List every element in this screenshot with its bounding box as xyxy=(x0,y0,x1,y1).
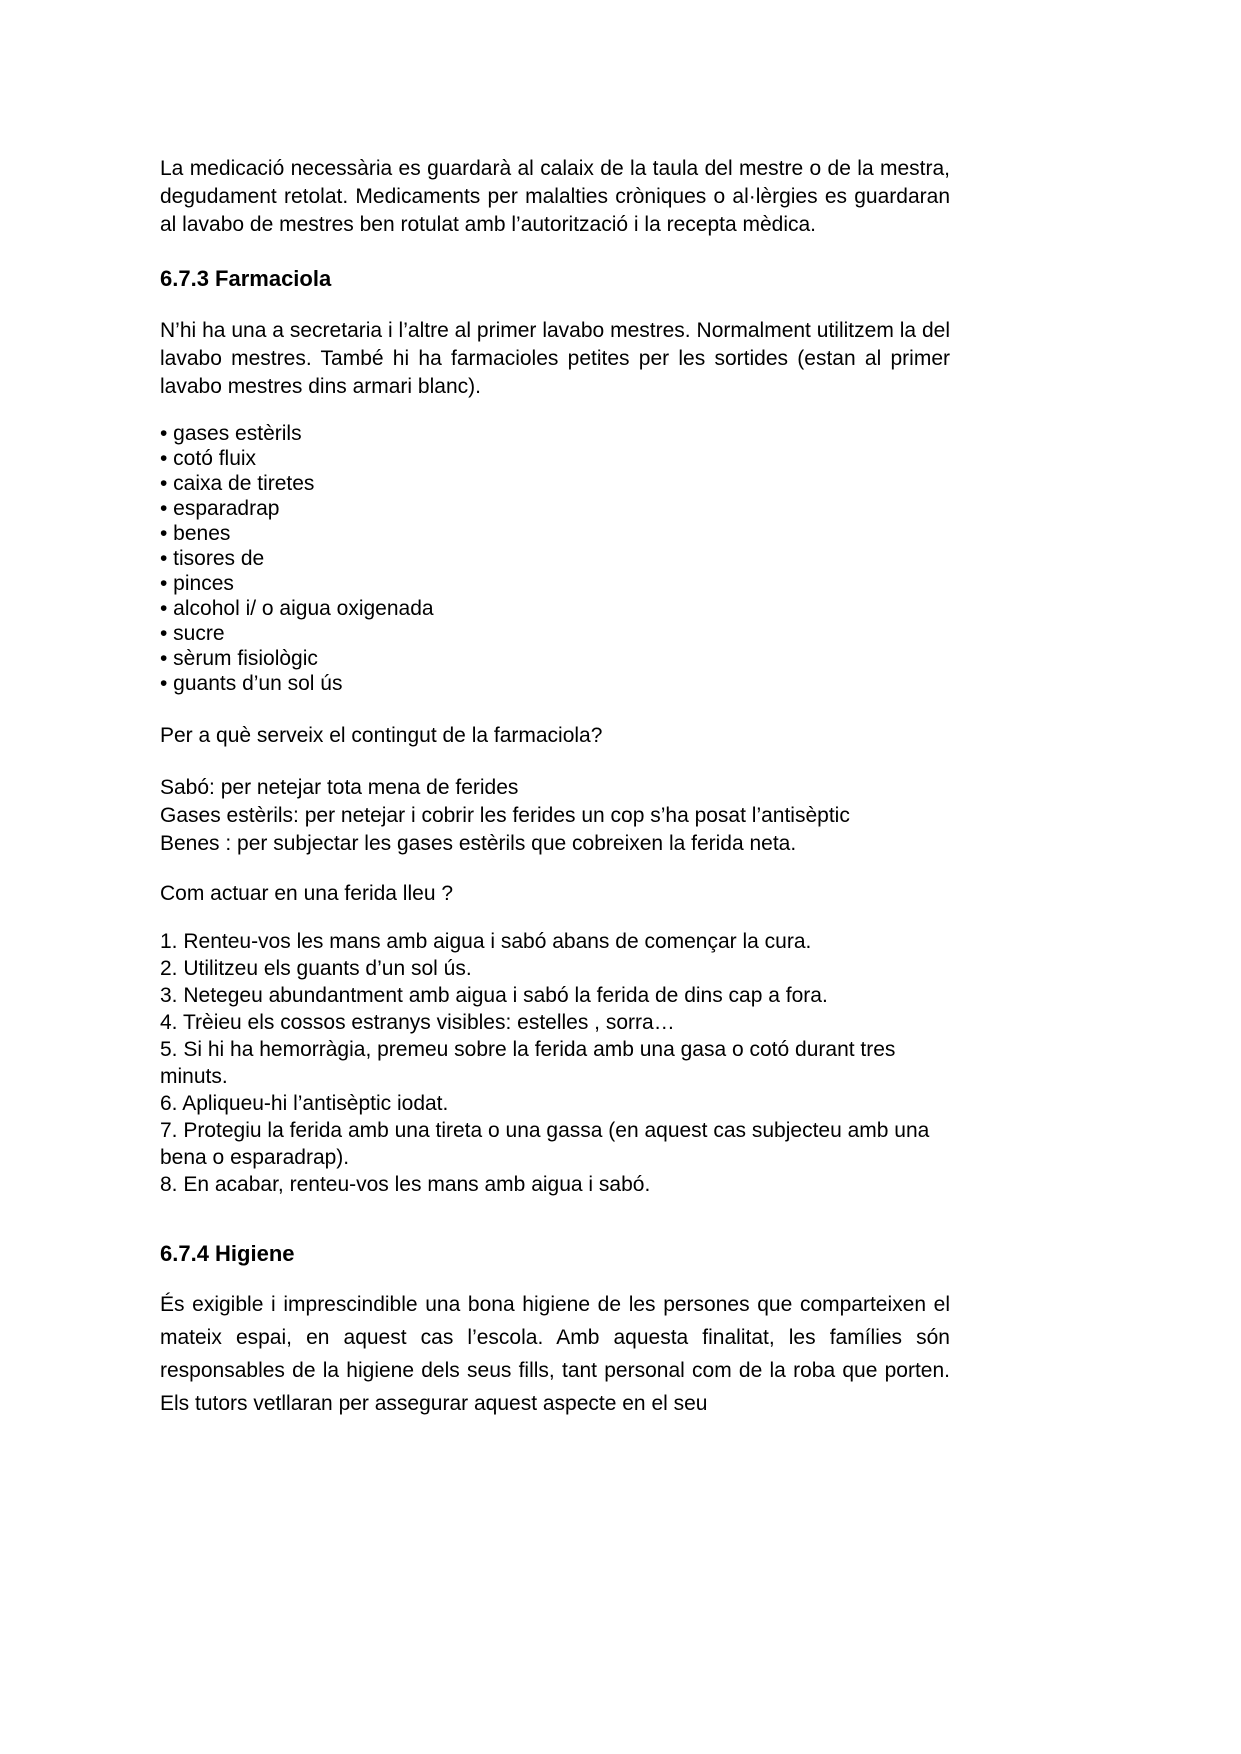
contents-purpose-list xyxy=(160,774,950,858)
wound-care-step: 8. En acabar, renteu-vos les mans amb aigua i sabó. xyxy=(160,1173,651,1196)
farmaciola-intro-paragraph: N’hi ha una a secretaria i l’altre al primer lavabo mestres. Normalment utilitzem la del lavabo mestres. També hi ha farmacioles petites per les sortides (estan al primer lavabo mestres dins armari blanc). xyxy=(160,319,950,398)
wound-care-step: 7. Protegiu la ferida amb una tireta o una gassa (en aquest cas subjecteu amb una bena o esparadrap). xyxy=(160,1119,930,1169)
wound-care-step: 1. Renteu-vos les mans amb aigua i sabó abans de començar la cura. xyxy=(160,930,812,953)
farmaciola-list-item: • cotó fluix xyxy=(160,447,257,470)
wound-care-step: 6. Apliqueu-hi l’antisèptic iodat. xyxy=(160,1092,449,1115)
farmaciola-list-item: • pinces xyxy=(160,572,234,595)
higiene-paragraph: És exigible i imprescindible una bona higiene de les persones que comparteixen el mateix espai, en aquest cas l’escola. Amb aquesta finalitat, les famílies són responsables de la higiene dels seus fills, tant personal com de la roba que porten. Els tutors vetllaran per assegurar aquest aspecte en el seu xyxy=(160,1293,950,1415)
farmaciola-list-item: • sèrum fisiològic xyxy=(160,647,318,670)
purpose-line: Benes : per subjectar les gases estèrils que cobreixen la ferida neta. xyxy=(160,832,797,855)
wound-care-steps xyxy=(160,928,950,1198)
wound-care-question: Com actuar en una ferida lleu ? xyxy=(160,882,454,905)
farmaciola-list-item: • benes xyxy=(160,522,231,545)
intro-paragraph: La medicació necessària es guardarà al calaix de la taula del mestre o de la mestra, degudament retolat. Medicaments per malalties cròniques o al·lèrgies es guardaran al lavabo de mestres ben rotulat amb l’autorització i la recepta mèdica. xyxy=(160,157,950,236)
wound-care-step: 5. Si hi ha hemorràgia, premeu sobre la ferida amb una gasa o cotó durant tres minuts. xyxy=(160,1038,896,1088)
farmaciola-list-item: • esparadrap xyxy=(160,497,280,520)
purpose-line: Sabó: per netejar tota mena de ferides xyxy=(160,776,519,799)
wound-care-step: 2. Utilitzeu els guants d’un sol ús. xyxy=(160,957,472,980)
farmaciola-heading: 6.7.3 Farmaciola xyxy=(160,266,332,291)
farmaciola-list-item: • guants d’un sol ús xyxy=(160,672,343,695)
farmaciola-contents-list xyxy=(160,421,950,696)
wound-care-step: 4. Trèieu els cossos estranys visibles: estelles , sorra… xyxy=(160,1011,675,1034)
farmaciola-list-item: • sucre xyxy=(160,622,225,645)
farmaciola-list-item: • caixa de tiretes xyxy=(160,472,315,495)
contents-purpose-question: Per a què serveix el contingut de la farmaciola? xyxy=(160,724,603,747)
farmaciola-list-item: • alcohol i/ o aigua oxigenada xyxy=(160,597,434,620)
purpose-line: Gases estèrils: per netejar i cobrir les ferides un cop s’ha posat l’antisèptic xyxy=(160,804,850,827)
wound-care-step: 3. Netegeu abundantment amb aigua i sabó la ferida de dins cap a fora. xyxy=(160,984,828,1007)
farmaciola-list-item: • tisores de xyxy=(160,547,265,570)
farmaciola-list-item: • gases estèrils xyxy=(160,422,302,445)
higiene-heading: 6.7.4 Higiene xyxy=(160,1241,295,1266)
